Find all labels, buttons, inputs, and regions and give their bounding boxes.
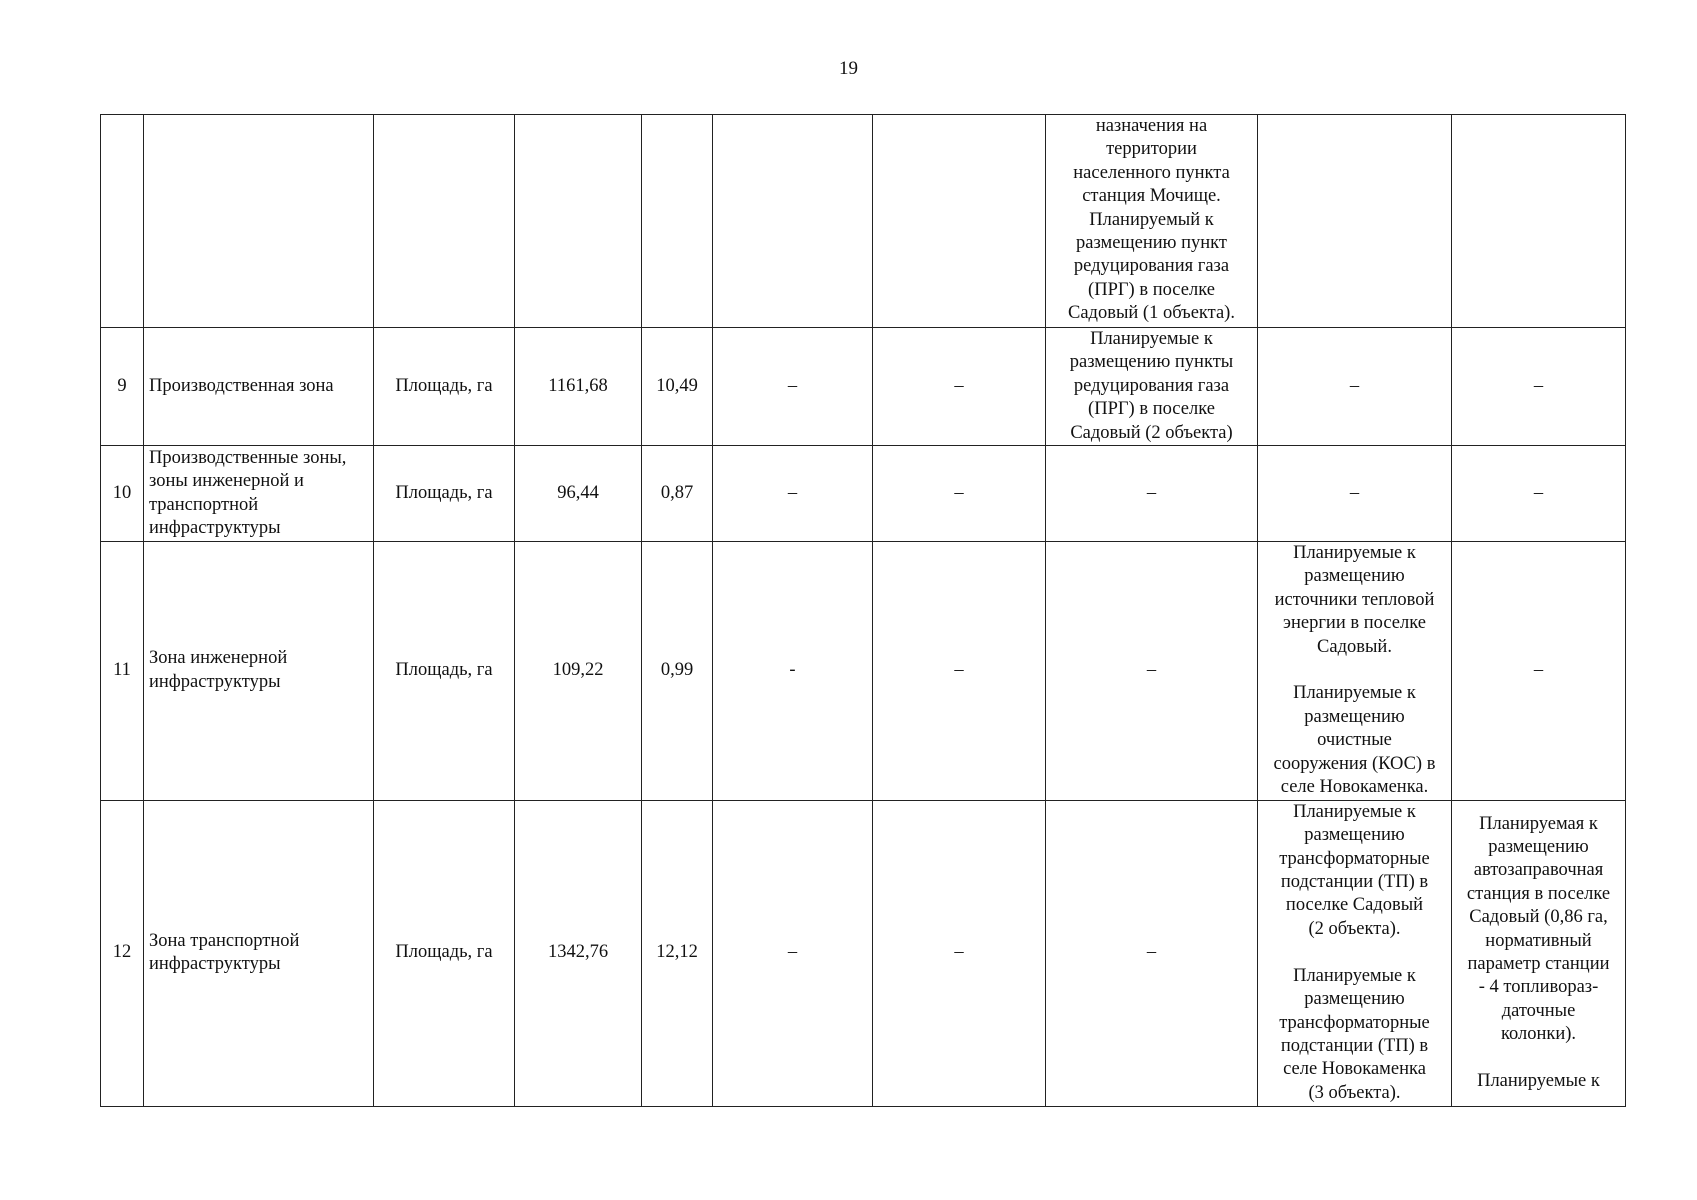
table-row (101, 446, 1626, 542)
planned-objects-cell: – (1046, 446, 1258, 542)
column-10-cell: Планируемая к размещению автозаправочная станция в поселке Садовый (0,86 га, нормативный параметр станции - 4 топливораз- даточные колонки). Планируемые к (1452, 800, 1626, 1106)
row-number-cell: 9 (101, 328, 144, 446)
planned-objects-cell: Планируемые к размещению пункты редуцирования газа (ПРГ) в поселке Садовый (2 объекта) (1046, 328, 1258, 446)
page-number: 19 (839, 58, 858, 79)
percent-cell (642, 115, 713, 328)
table-row (101, 115, 1626, 328)
zone-name-cell: Зона инженерной инфраструктуры (144, 542, 374, 800)
column-9-cell: – (1258, 328, 1452, 446)
area-cell: 96,44 (515, 446, 642, 542)
column-6-cell: – (713, 446, 873, 542)
row-number-cell: 11 (101, 542, 144, 800)
row-number-cell (101, 115, 144, 328)
column-6-cell: - (713, 542, 873, 800)
zone-name-cell: Производственные зоны, зоны инженерной и транспортной инфраструктуры (144, 446, 374, 542)
column-6-cell: – (713, 800, 873, 1106)
table-row (101, 800, 1626, 1106)
column-9-cell: Планируемые к размещению источники тепловой энергии в поселке Садовый. Планируемые к размещению очистные сооружения (КОС) в селе Новокаменка. (1258, 542, 1452, 800)
parameter-cell: Площадь, га (374, 542, 515, 800)
area-cell: 1342,76 (515, 800, 642, 1106)
table-row (101, 542, 1626, 800)
column-10-cell: – (1452, 542, 1626, 800)
column-10-cell: – (1452, 446, 1626, 542)
planned-objects-cell: – (1046, 542, 1258, 800)
column-6-cell: – (713, 328, 873, 446)
column-9-cell: – (1258, 446, 1452, 542)
column-10-cell: – (1452, 328, 1626, 446)
parameter-cell: Площадь, га (374, 800, 515, 1106)
column-7-cell (873, 115, 1046, 328)
area-cell (515, 115, 642, 328)
column-7-cell: – (873, 800, 1046, 1106)
percent-cell: 12,12 (642, 800, 713, 1106)
parameter-cell (374, 115, 515, 328)
zone-name-cell: Зона транспортной инфраструктуры (144, 800, 374, 1106)
row-number-cell: 10 (101, 446, 144, 542)
table-row (101, 328, 1626, 446)
column-9-cell (1258, 115, 1452, 328)
parameter-cell: Площадь, га (374, 446, 515, 542)
area-cell: 1161,68 (515, 328, 642, 446)
zone-name-cell: Производственная зона (144, 328, 374, 446)
column-7-cell: – (873, 328, 1046, 446)
row-number-cell: 12 (101, 800, 144, 1106)
parameter-cell: Площадь, га (374, 328, 515, 446)
percent-cell: 0,99 (642, 542, 713, 800)
planned-objects-cell: назначения на территории населенного пункта станция Мочище. Планируемый к размещению пункт редуцирования газа (ПРГ) в поселке Садовый (1 объекта). (1046, 115, 1258, 328)
column-10-cell (1452, 115, 1626, 328)
column-7-cell: – (873, 446, 1046, 542)
percent-cell: 0,87 (642, 446, 713, 542)
column-7-cell: – (873, 542, 1046, 800)
column-6-cell (713, 115, 873, 328)
percent-cell: 10,49 (642, 328, 713, 446)
area-cell: 109,22 (515, 542, 642, 800)
planned-objects-cell: – (1046, 800, 1258, 1106)
column-9-cell: Планируемые к размещению трансформаторные подстанции (ТП) в поселке Садовый (2 объекта). Планируемые к размещению трансформаторные подстанции (ТП) в селе Новокаменка (3 объекта). (1258, 800, 1452, 1106)
zones-table (100, 114, 1626, 1107)
zone-name-cell (144, 115, 374, 328)
